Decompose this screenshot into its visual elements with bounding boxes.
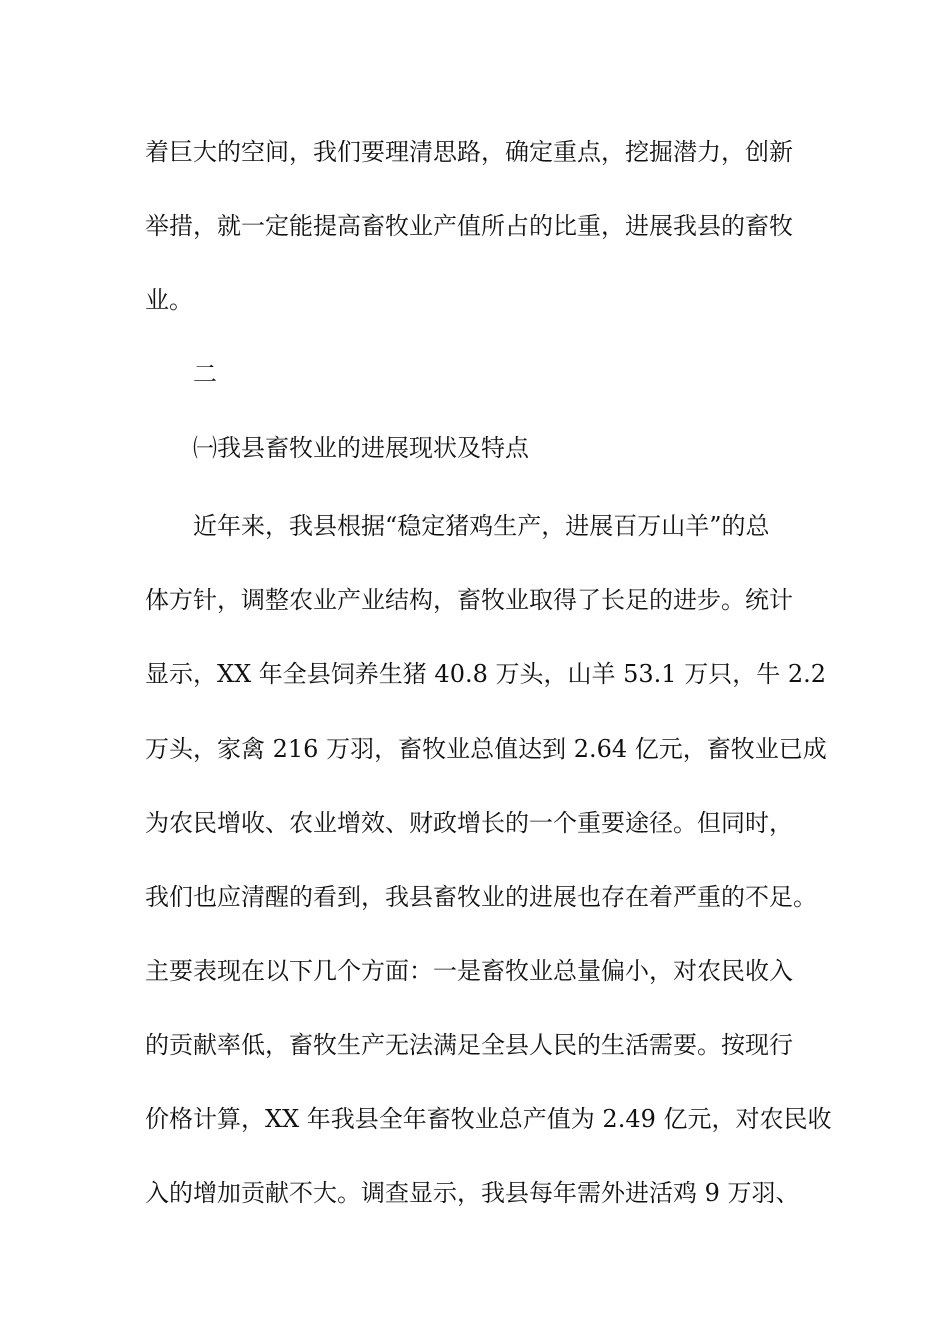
paragraph-line: 业。 [145, 286, 193, 314]
paragraph-line: 着巨大的空间，我们要理清思路，确定重点，挖掘潜力，创新 [145, 138, 793, 166]
subsection-heading: ㈠我县畜牧业的进展现状及特点 [193, 434, 529, 462]
paragraph-line: 万头，家禽 216 万羽，畜牧业总值达到 2.64 亿元，畜牧业已成 [145, 735, 827, 763]
paragraph-line: 我们也应清醒的看到，我县畜牧业的进展也存在着严重的不足。 [145, 883, 817, 911]
paragraph-line: 主要表现在以下几个方面：一是畜牧业总量偏小，对农民收入 [145, 957, 793, 985]
paragraph-line: 显示，XX 年全县饲养生猪 40.8 万头，山羊 53.1 万只，牛 2.2 [145, 660, 826, 688]
paragraph-line: 体方针，调整农业产业结构，畜牧业取得了长足的进步。统计 [145, 586, 793, 614]
paragraph-line: 举措，就一定能提高畜牧业产值所占的比重，进展我县的畜牧 [145, 212, 793, 240]
paragraph-line: 价格计算，XX 年我县全年畜牧业总产值为 2.49 亿元，对农民收 [145, 1105, 832, 1133]
section-heading: 二 [193, 360, 217, 388]
paragraph-line: 的贡献率低，畜牧生产无法满足全县人民的生活需要。按现行 [145, 1031, 793, 1059]
paragraph-line: 入的增加贡献不大。调查显示，我县每年需外进活鸡 9 万羽、 [145, 1179, 800, 1207]
paragraph-line: 近年来，我县根据“稳定猪鸡生产，进展百万山羊”的总 [193, 512, 770, 540]
paragraph-line: 为农民增收、农业增效、财政增长的一个重要途径。但同时， [145, 809, 793, 837]
